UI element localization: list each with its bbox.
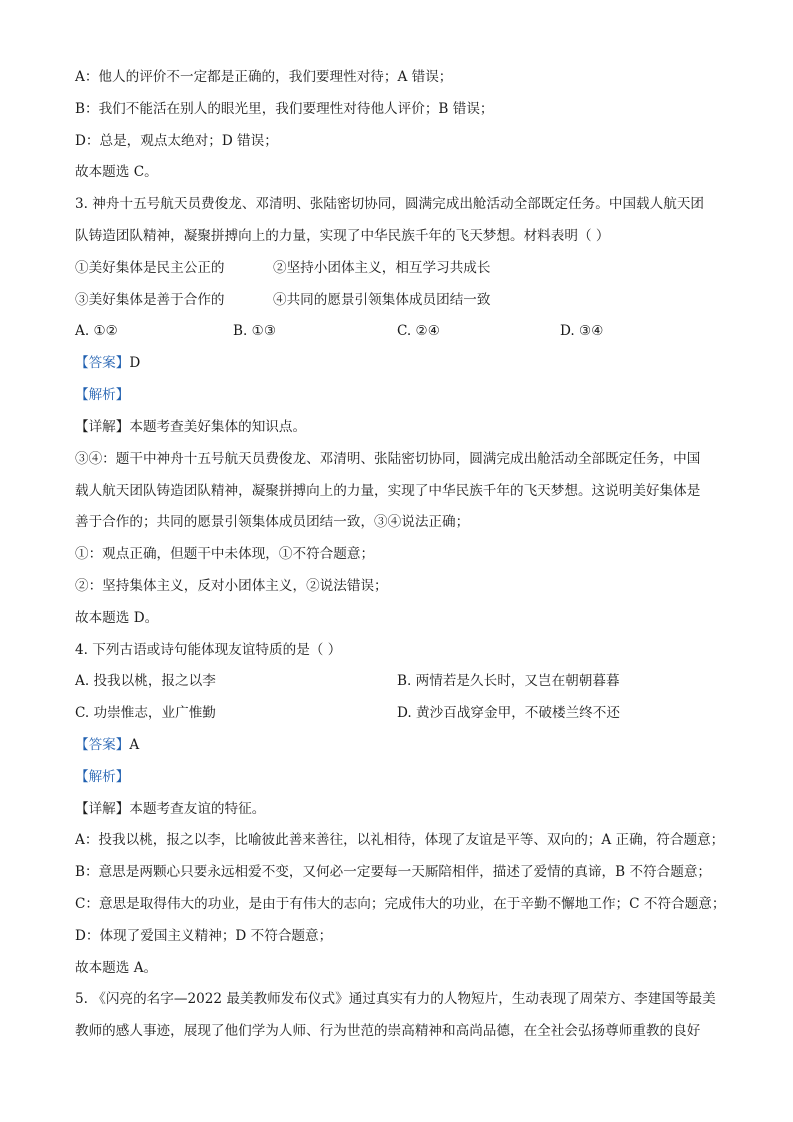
- explanation-line-b: B：我们不能活在别人的眼光里，我们要理性对待他人评价；B 错误；: [75, 101, 494, 117]
- q4-explanation-line2: B：意思是两颗心只要永远相爱不变，又何必一定要每一天厮陪相伴，描述了爱情的真谛，B 不符合题意；: [75, 864, 712, 880]
- q3-option-b: B. ①③: [233, 323, 277, 339]
- q3-statement-2: ②坚持小团体主义，相互学习共成长: [273, 260, 491, 276]
- q4-explanation-line4: D：体现了爱国主义精神；D 不符合题意；: [75, 928, 333, 944]
- q3-stem-line2: 队铸造团队精神，凝聚拼搏向上的力量，实现了中华民族千年的飞天梦想。材料表明（ ）: [75, 228, 610, 244]
- q3-explanation-line5: ②：坚持集体主义，反对小团体主义，②说法错误；: [75, 578, 388, 594]
- q3-explanation-line1: ③④：题干中神舟十五号航天员费俊龙、邓清明、张陆密切协同，圆满完成出舱活动全部既定任务，中国: [75, 451, 701, 467]
- explanation-line-d: D：总是，观点太绝对；D 错误；: [75, 133, 278, 149]
- conclusion-line: 故本题选 C。: [75, 164, 158, 180]
- q3-detail: [75, 418, 725, 436]
- q3-statement-3: ③美好集体是善于合作的: [75, 292, 225, 308]
- detail-text: 本题考查美好集体的知识点。: [129, 419, 307, 435]
- q4-explanation-line3: C：意思是取得伟大的功业，是由于有伟大的志向；完成伟大的功业，在于辛勤不懈地工作；C 不符合题意；: [75, 896, 726, 912]
- q3-stem-line1: 3. 神舟十五号航天员费俊龙、邓清明、张陆密切协同，圆满完成出舱活动全部既定任务。中国载人航天团: [75, 196, 705, 212]
- q4-stem: 4. 下列古语或诗句能体现友谊特质的是（ ）: [75, 642, 342, 658]
- q3-statement-4: ④共同的愿景引领集体成员团结一致: [273, 292, 491, 308]
- q4-option-a: A. 投我以桃，报之以李: [75, 673, 216, 689]
- q5-stem-line1: 5. 《闪亮的名字—2022 最美教师发布仪式》通过真实有力的人物短片，生动表现了周荣方、李建国等最美: [75, 991, 716, 1007]
- q3-option-d: D. ③④: [560, 323, 604, 339]
- q4-detail: [75, 800, 725, 818]
- answer-tag: 【答案】: [75, 737, 130, 753]
- q3-explanation-line4: ①：观点正确，但题干中未体现，①不符合题意；: [75, 546, 375, 562]
- explanation-line-a: A：他人的评价不一定都是正确的，我们要理性对待；A 错误；: [75, 69, 453, 85]
- answer-tag: 【答案】: [75, 355, 130, 371]
- analysis-tag: 【解析】: [75, 769, 130, 785]
- detail-tag: 【详解】: [75, 801, 130, 817]
- q3-analysis-tag: [75, 386, 725, 404]
- q3-option-a: A. ①②: [75, 323, 118, 339]
- q4-answer: [75, 736, 725, 754]
- q4-option-c: C. 功崇惟志，业广惟勤: [75, 705, 216, 721]
- q4-explanation-line1: A：投我以桃，报之以李，比喻彼此善来善往，以礼相待，体现了友谊是平等、双向的；A 正确，符合题意；: [75, 832, 725, 848]
- q4-option-d: D. 黄沙百战穿金甲，不破楼兰终不还: [397, 705, 620, 721]
- answer-value: A: [129, 737, 140, 753]
- q3-explanation-line3: 善于合作的；共同的愿景引领集体成员团结一致，③④说法正确；: [75, 514, 470, 530]
- q3-option-c: C. ②④: [397, 323, 440, 339]
- q5-stem-line2: 教师的感人事迹，展现了他们学为人师、行为世范的崇高精神和高尚品德，在全社会弘扬尊师重教的良好: [75, 1023, 701, 1039]
- detail-tag: 【详解】: [75, 419, 130, 435]
- q3-answer: [75, 354, 725, 372]
- q4-analysis-tag: [75, 768, 725, 786]
- q4-conclusion: 故本题选 A。: [75, 960, 158, 976]
- q3-statement-1: ①美好集体是民主公正的: [75, 260, 225, 276]
- q3-conclusion: 故本题选 D。: [75, 610, 159, 626]
- analysis-tag: 【解析】: [75, 387, 130, 403]
- q3-explanation-line2: 载人航天团队铸造团队精神，凝聚拼搏向上的力量，实现了中华民族千年的飞天梦想。这说明美好集体是: [75, 483, 701, 499]
- answer-value: D: [129, 355, 141, 371]
- detail-text: 本题考查友谊的特征。: [129, 801, 266, 817]
- q4-option-b: B. 两情若是久长时，又岂在朝朝暮暮: [397, 673, 620, 689]
